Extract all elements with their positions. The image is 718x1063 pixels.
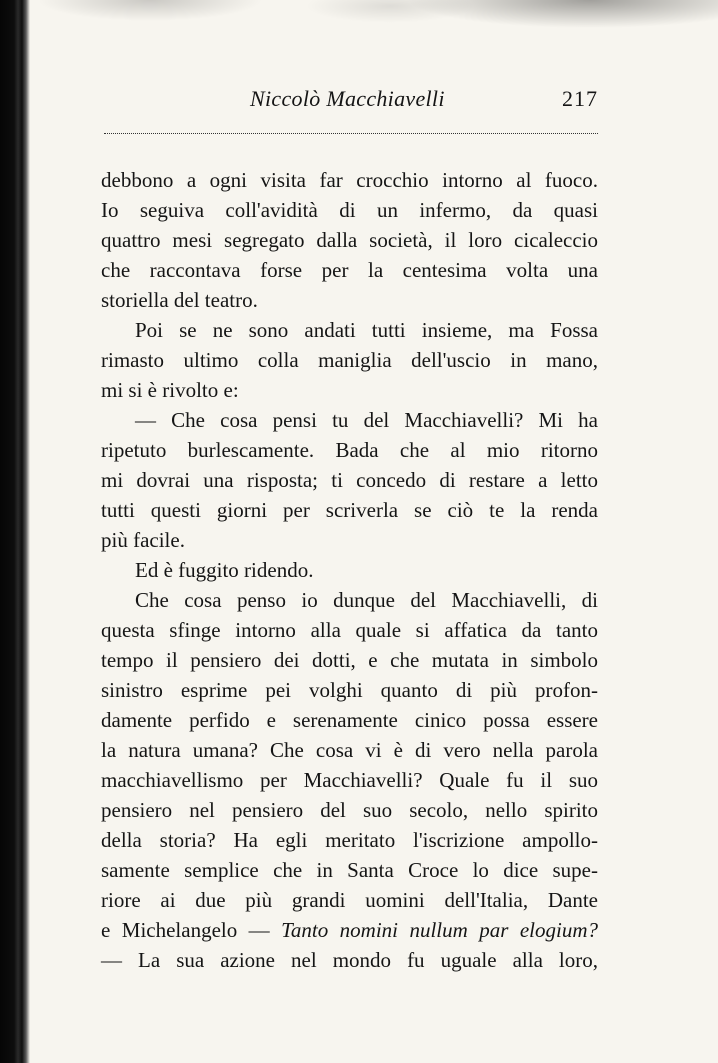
text-line: — Che cosa pensi tu del Macchiavelli? Mi ha: [135, 408, 598, 432]
text-line: samente semplice che in Santa Croce lo dice supe-: [101, 858, 598, 882]
text-line: la natura umana? Che cosa vi è di vero nella parola: [101, 738, 598, 762]
text-line: Io seguiva coll'avidità di un infermo, da quasi: [101, 198, 598, 222]
text-line: questa sfinge intorno alla quale si affatica da tanto: [101, 618, 598, 642]
text-line: damente perfido e serenamente cinico possa essere: [101, 708, 598, 732]
text-line: storiella del teatro.: [101, 288, 258, 312]
text-line: più facile.: [101, 528, 185, 552]
header-dotted-rule: [104, 133, 598, 134]
latin-quote: Tanto nomini nullum par elogium?: [281, 918, 598, 942]
text-line: quattro mesi segregato dalla società, il loro cicaleccio: [101, 228, 598, 252]
text-line: Poi se ne sono andati tutti insieme, ma Fossa: [135, 318, 598, 342]
text-line: riore ai due più grandi uomini dell'Italia, Dante: [101, 888, 598, 912]
text-line: Ed è fuggito ridendo.: [135, 558, 314, 582]
scan-top-shadow: [30, 0, 718, 70]
running-head: [100, 86, 600, 120]
running-title: Niccolò Macchiavelli: [250, 86, 445, 111]
text-line: tempo il pensiero dei dotti, e che mutata in simbolo: [101, 648, 598, 672]
text-line: tutti questi giorni per scriverla se ciò te la renda: [101, 498, 598, 522]
body-text: [101, 165, 598, 975]
text-line: macchiavellismo per Macchiavelli? Quale fu il suo: [101, 768, 598, 792]
text-line: — La sua azione nel mondo fu uguale alla loro,: [101, 948, 598, 972]
text-line: mi dovrai una risposta; ti concedo di restare a letto: [101, 468, 598, 492]
text-line: Che cosa penso io dunque del Macchiavelli, di: [135, 588, 598, 612]
text-line-start: e Michelangelo —: [101, 918, 282, 942]
book-binding-shadow: [0, 0, 30, 1063]
text-line: sinistro esprime pei volghi quanto di più profon-: [101, 678, 598, 702]
text-line: mi si è rivolto e:: [101, 378, 239, 402]
text-line: della storia? Ha egli meritato l'iscrizione ampollo-: [101, 828, 598, 852]
text-line-with-latin: [101, 915, 598, 945]
text-line: ripetuto burlescamente. Bada che al mio ritorno: [101, 438, 598, 462]
text-line: rimasto ultimo colla maniglia dell'uscio in mano,: [101, 348, 598, 372]
text-line: pensiero nel pensiero del suo secolo, nello spirito: [101, 798, 598, 822]
text-line: debbono a ogni visita far crocchio intorno al fuoco.: [101, 168, 598, 192]
text-line: che raccontava forse per la centesima volta una: [101, 258, 598, 282]
page-number: 217: [562, 86, 598, 111]
